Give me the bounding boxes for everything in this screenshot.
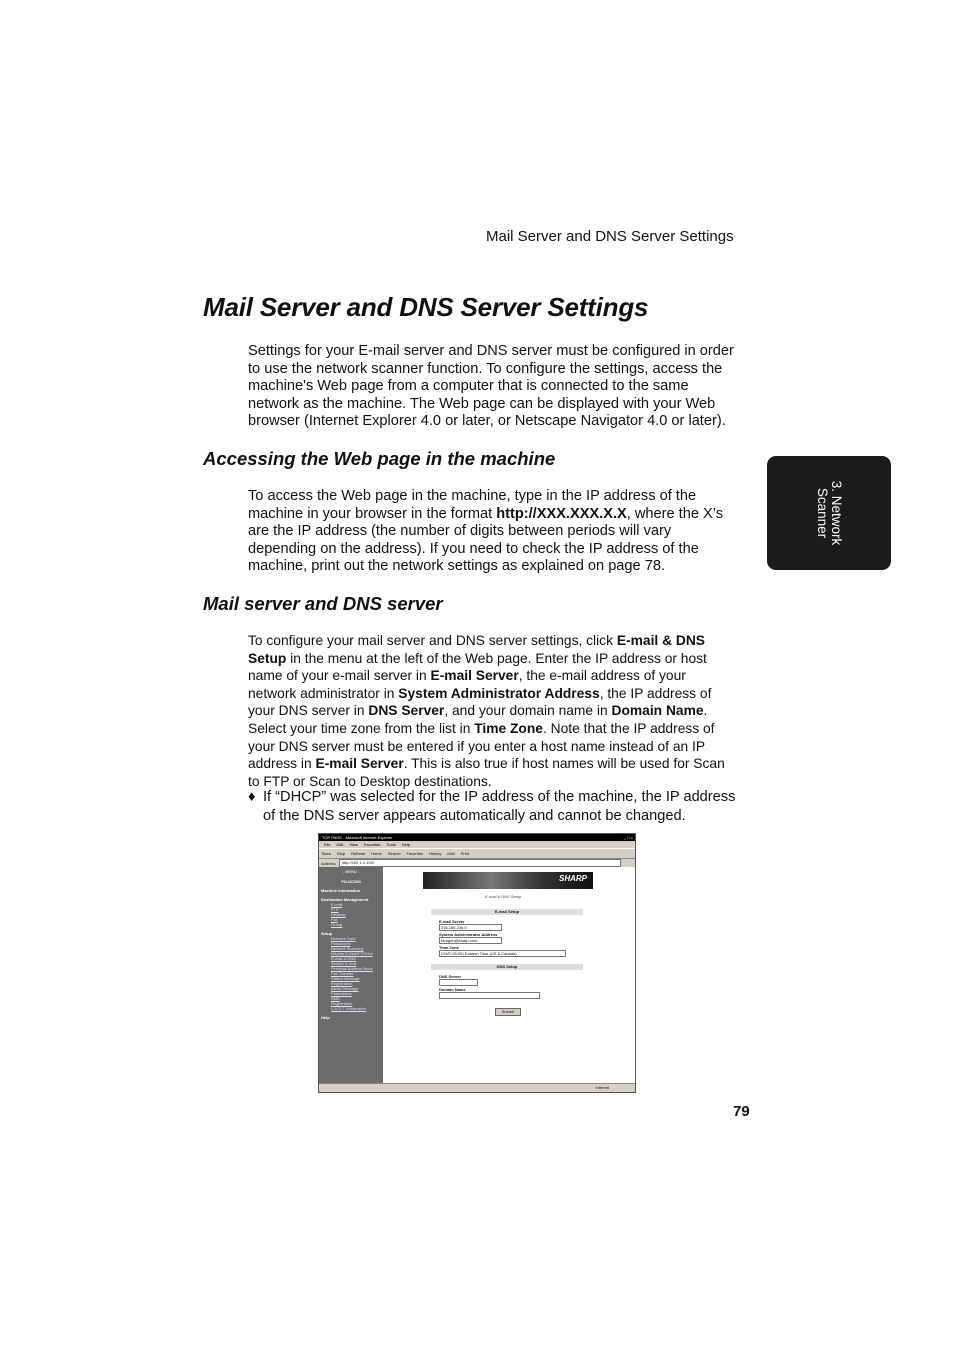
domain-name-field[interactable] bbox=[439, 992, 540, 999]
menu-help[interactable]: Help bbox=[401, 842, 410, 847]
history-button[interactable]: History bbox=[428, 851, 442, 856]
sidebar-menu-item[interactable]: Display E-Mail/FTP/Hdr bbox=[331, 951, 373, 956]
sharp-banner bbox=[423, 872, 593, 889]
browser-window-title: TOP PAGE - Microsoft Internet Explorer bbox=[322, 835, 393, 840]
back-button[interactable]: Back bbox=[322, 851, 331, 856]
sidebar-menu-item[interactable]: Sender E-mail bbox=[331, 961, 357, 966]
sidebar-menu-item[interactable]: Registration bbox=[331, 1001, 353, 1006]
domain-name-label: Domain Name bbox=[439, 987, 466, 992]
sidebar-menu-item[interactable]: Network Card bbox=[331, 936, 356, 941]
running-header: Mail Server and DNS Server Settings bbox=[486, 228, 734, 245]
section-heading-accessing: Accessing the Web page in the machine bbox=[203, 448, 556, 469]
address-bar bbox=[319, 859, 635, 867]
sidebar-menu-item[interactable]: Network Scanning bbox=[331, 946, 364, 951]
sidebar-menu-item[interactable]: Status Message bbox=[331, 976, 360, 981]
text-run: , the IP address of your DNS server in bbox=[248, 685, 712, 719]
sharp-logo: SHARP bbox=[558, 874, 587, 883]
sidebar-group-heading[interactable]: Machine Information bbox=[321, 888, 361, 893]
mail-button[interactable]: Mail bbox=[447, 851, 455, 856]
browser-menu-bar bbox=[319, 841, 635, 848]
intro-paragraph: Settings for your E-mail server and DNS server must be configured in order to use the network scanner function. To configure the settings, access the machine's Web page from a computer that is connected to the same network as the machine. The Web page can be displayed with your Web browser (Internet Explorer 4.0 or later, or Netscape Navigator 4.0 or later). bbox=[248, 343, 734, 430]
section-heading-mail-dns: Mail server and DNS server bbox=[203, 593, 443, 614]
print-button[interactable]: Print bbox=[460, 851, 469, 856]
sidebar-menu-item[interactable]: Personal Address Book bbox=[331, 966, 373, 971]
address-input[interactable]: http://192.1.1.100/ bbox=[339, 859, 621, 867]
admin-address-label: System Administrator Address bbox=[439, 932, 498, 937]
sidebar-menu-item[interactable]: Fax bbox=[331, 917, 338, 922]
term-email-server: E-mail Server bbox=[430, 668, 519, 684]
web-sidebar-menu bbox=[319, 867, 383, 1084]
dns-setup-header: DNS Setup bbox=[431, 964, 583, 970]
text-run: To configure your mail server and DNS server settings, click bbox=[248, 633, 617, 648]
submit-button[interactable]: Submit bbox=[495, 1008, 521, 1016]
sidebar-menu-item[interactable]: Passwords bbox=[331, 941, 351, 946]
chapter-tab bbox=[767, 456, 891, 570]
term-admin-address: System Administrator Address bbox=[398, 685, 600, 701]
page-title: Mail Server and DNS Server Settings bbox=[203, 292, 649, 322]
text-run: . Note that the IP address of your DNS server must be entered if you enter a host name instead of an IP address in bbox=[248, 720, 715, 772]
stop-button[interactable]: Stop bbox=[336, 851, 346, 856]
home-button[interactable]: Home bbox=[371, 851, 382, 856]
menu-favorites[interactable]: Favorites bbox=[363, 842, 381, 847]
accessing-paragraph bbox=[248, 488, 738, 576]
dhcp-note-text: If “DHCP” was selected for the IP address of the machine, the IP address of the DNS server appears automatically and cannot be changed. bbox=[263, 789, 736, 824]
mail-dns-paragraph bbox=[248, 632, 738, 790]
sidebar-model: FO-DC200 bbox=[341, 879, 361, 884]
email-server-field[interactable]: 216.185.236.0 bbox=[439, 924, 502, 931]
sidebar-menu-item[interactable]: L.A.S.T. Information bbox=[331, 1006, 367, 1011]
term-email-server: E-mail Server bbox=[315, 756, 404, 772]
text-run: . This is also true if host names will be used for Scan to FTP or Scan to Desktop destinations. bbox=[248, 756, 725, 789]
page-number: 79 bbox=[733, 1103, 750, 1120]
text-run: To access the Web page in the machine, type in the IP address of the machine in your browser in the format bbox=[248, 488, 697, 522]
sidebar-group-heading[interactable]: Setup bbox=[321, 931, 333, 936]
dhcp-note bbox=[248, 788, 738, 825]
menu-tools[interactable]: Tools bbox=[386, 842, 396, 847]
text-run: , where the X’s are the IP address (the number of digits between periods will vary depending on the address). If you need to check the IP address of the machine, print out the network settings as explained on page 78. bbox=[248, 505, 724, 575]
chapter-tab-line2: Scanner bbox=[815, 487, 830, 539]
browser-title-bar bbox=[319, 834, 635, 841]
sidebar-menu-item[interactable]: FTP bbox=[331, 907, 339, 912]
term-domain-name: Domain Name bbox=[611, 703, 704, 719]
chapter-tab-label bbox=[815, 458, 843, 568]
menu-view[interactable]: View bbox=[349, 842, 358, 847]
email-server-label: E-mail Server bbox=[439, 919, 465, 924]
sidebar-menu-item[interactable]: Fax Transfer bbox=[331, 971, 354, 976]
chapter-tab-line1: 3. Network bbox=[829, 480, 844, 546]
diamond-bullet-icon: ♦ bbox=[248, 789, 256, 805]
sidebar-group-heading[interactable]: Destination Management bbox=[321, 897, 369, 902]
browser-status-bar bbox=[319, 1083, 635, 1092]
menu-edit[interactable]: Edit bbox=[336, 842, 344, 847]
address-label: Address bbox=[321, 860, 336, 866]
admin-address-field[interactable]: fdragon@sharp.com bbox=[439, 937, 502, 944]
browser-content bbox=[319, 867, 635, 1084]
sidebar-menu-item[interactable]: Registration bbox=[331, 981, 353, 986]
text-run: . Select your time zone from the list in bbox=[248, 703, 708, 736]
window-controls-icon[interactable]: _ □ × bbox=[623, 835, 633, 840]
sidebar-menu-item[interactable]: SMB bbox=[331, 996, 340, 1001]
setup-page-subtitle: E-mail & DNS Setup bbox=[485, 894, 522, 899]
sidebar-groups bbox=[321, 888, 381, 1020]
time-zone-select[interactable]: (GMT-05:00) Eastern Time (US & Canada) bbox=[439, 950, 566, 957]
web-main-panel bbox=[385, 867, 635, 1084]
term-dns-server: DNS Server bbox=[368, 703, 445, 719]
sidebar-menu-item[interactable]: E-mail bbox=[331, 902, 343, 907]
email-setup-header: E-mail Setup bbox=[431, 909, 583, 915]
text-run: , and your domain name in bbox=[444, 703, 612, 719]
favorites-button[interactable]: Favorites bbox=[406, 851, 423, 856]
search-button[interactable]: Search bbox=[387, 851, 401, 856]
time-zone-label: Time Zone bbox=[439, 945, 459, 950]
dns-server-field[interactable] bbox=[439, 979, 478, 986]
dns-server-label: DNS Server bbox=[439, 974, 462, 979]
term-time-zone: Time Zone bbox=[474, 720, 543, 736]
refresh-button[interactable]: Refresh bbox=[351, 851, 366, 856]
sidebar-group-heading[interactable]: Help bbox=[321, 1015, 330, 1020]
sidebar-menu-item[interactable]: Alerts Message bbox=[331, 986, 359, 991]
browser-toolbar bbox=[319, 848, 635, 859]
web-page-screenshot bbox=[318, 833, 636, 1093]
status-zone: Internet bbox=[595, 1085, 609, 1090]
sidebar-menu-label: - MENU - bbox=[342, 869, 360, 874]
text-run: in the menu at the left of the Web page. Enter the IP address or host name of your e-mail server in bbox=[248, 650, 707, 684]
text-run: , the e-mail address of your network administrator in bbox=[248, 668, 686, 701]
menu-file[interactable]: File bbox=[324, 842, 331, 847]
sidebar-menu-item[interactable]: Desktop bbox=[331, 912, 346, 917]
sidebar-menu-item[interactable]: Parameters bbox=[331, 991, 352, 996]
url-format: http://XXX.XXX.X.X bbox=[496, 505, 627, 522]
sidebar-menu-item[interactable]: Group bbox=[331, 922, 343, 927]
sidebar-menu-item[interactable]: E-mail & DNS bbox=[331, 956, 356, 961]
term-email-dns-setup: E-mail & DNS Setup bbox=[248, 633, 705, 666]
